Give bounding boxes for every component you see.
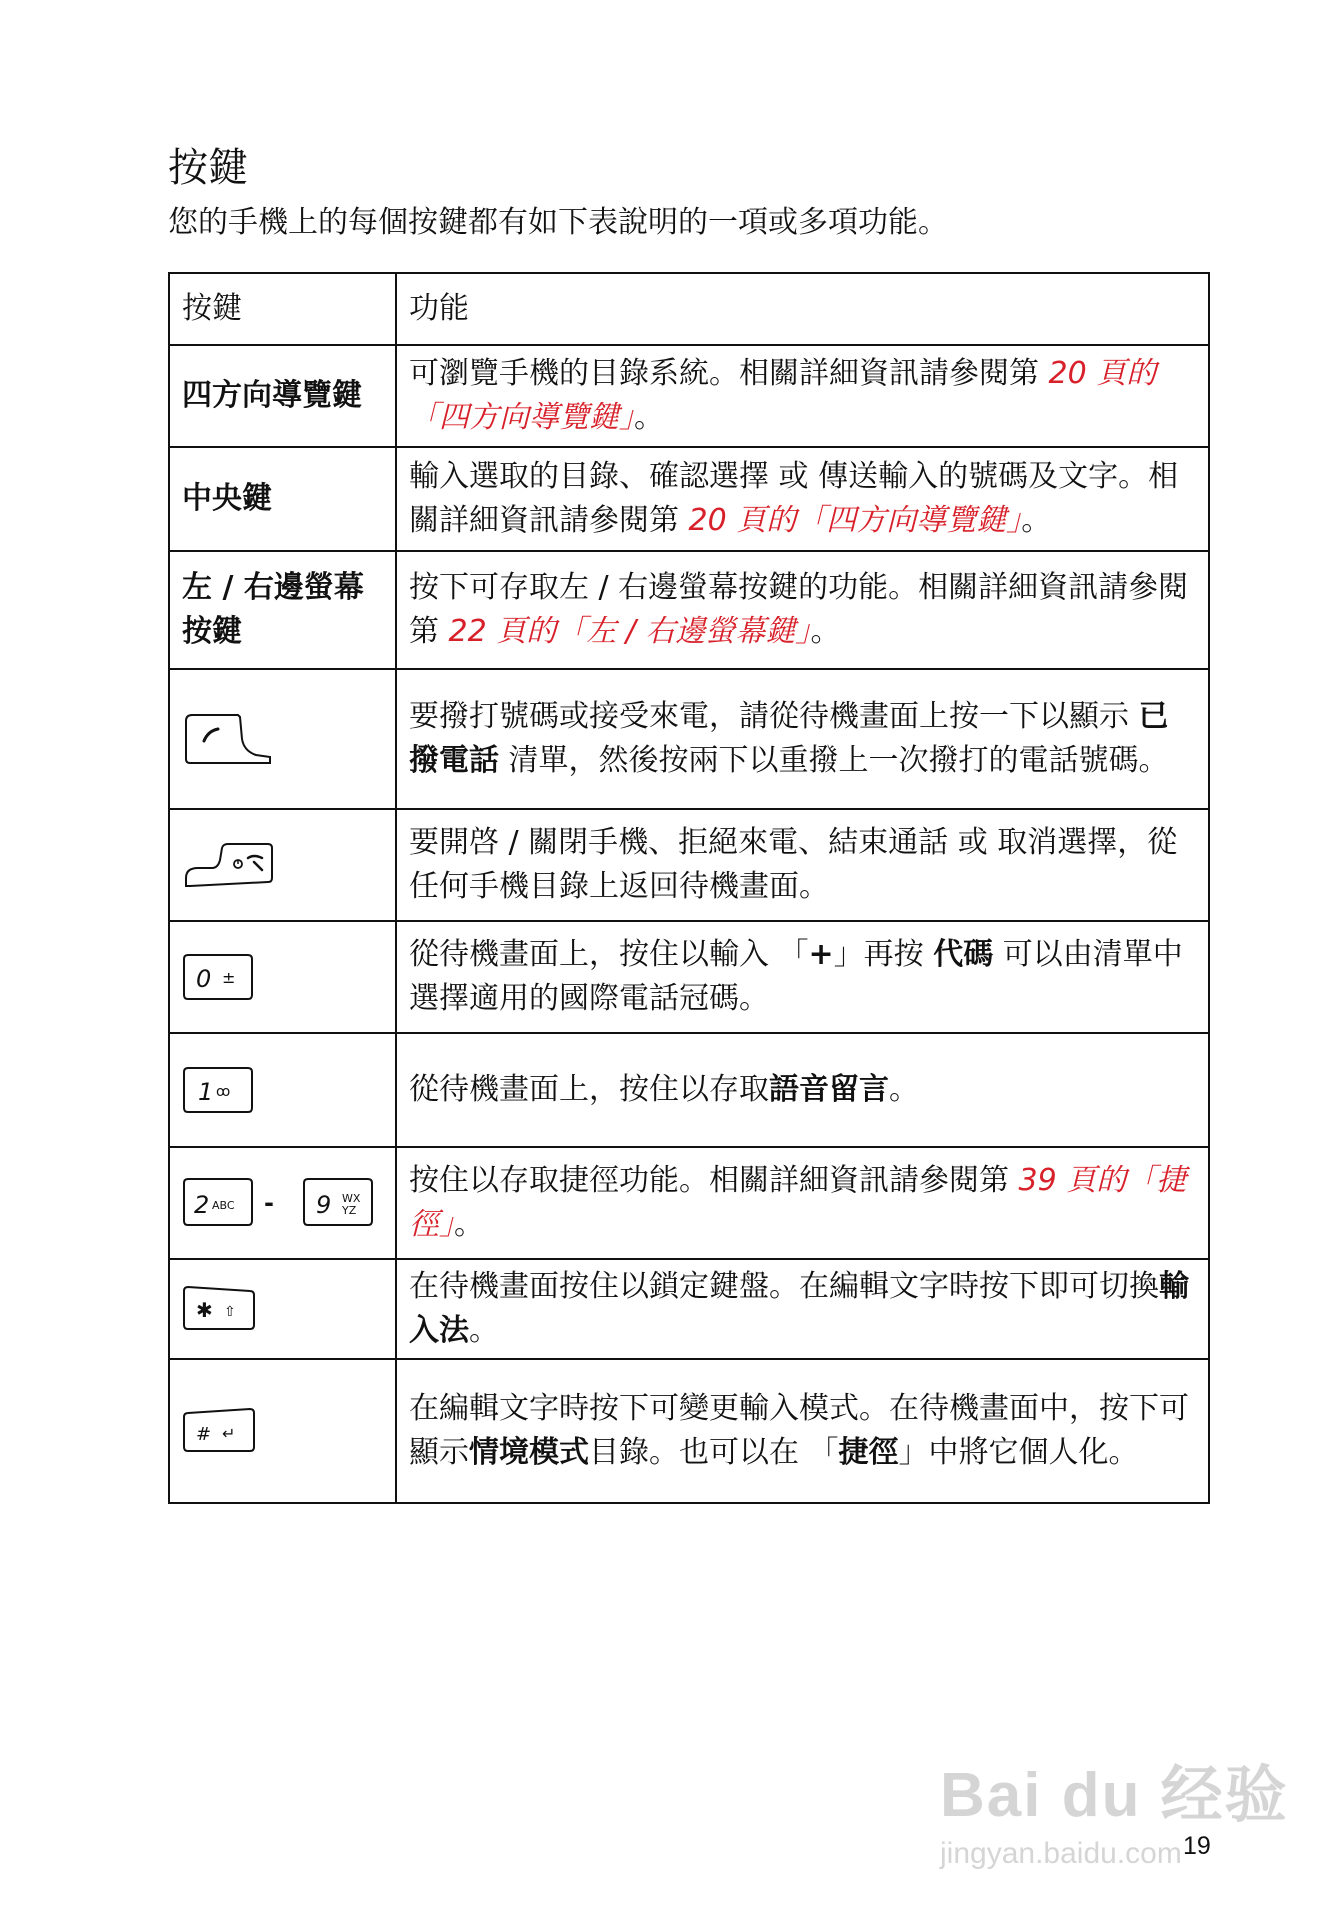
key-name: 左 / 右邊螢幕按鍵 <box>182 570 364 649</box>
key-glyph: 9 <box>316 1191 332 1219</box>
function-cell <box>396 551 1209 669</box>
table-row <box>169 447 1209 551</box>
one-voicemail-key-icon <box>182 1064 256 1116</box>
key-cell <box>169 921 396 1033</box>
table-row <box>169 809 1209 921</box>
description-text: 要開啓 / 關閉手機、拒絕來電、結束通話 或 取消選擇，從任何手機目錄上返回待機畫面。 <box>409 825 1178 904</box>
description-text: 從待機畫面上，按住以輸入 「 <box>409 937 809 972</box>
description-text: 輸入選取的目錄、確認選擇 或 傳送輸入的號碼及文字。相關詳細資訊請參閱第 <box>409 459 1179 538</box>
table-row <box>169 345 1209 447</box>
star-key-icon <box>182 1285 256 1333</box>
header-key: 按鍵 <box>169 273 396 345</box>
description-text: 在編輯文字時按下可變更輸入模式。在待機畫面中，按下可顯示 <box>409 1391 1189 1470</box>
cross-reference: 20 頁的「四方向導覽鍵」 <box>409 356 1157 435</box>
function-cell <box>396 669 1209 809</box>
table-row <box>169 1359 1209 1503</box>
description-text: 」中將它個人化。 <box>898 1435 1139 1470</box>
description-text: 從待機畫面上，按住以存取 <box>409 1072 769 1107</box>
cross-reference: 20 頁的「四方向導覽鍵」 <box>688 503 1022 538</box>
key-glyph: 0 <box>196 965 212 993</box>
description-text: 目錄。也可以在 「 <box>589 1435 839 1470</box>
description-text: 按住以存取捷徑功能。相關詳細資訊請參閱第 <box>409 1163 1019 1198</box>
key-glyph: # <box>196 1424 212 1445</box>
key-glyph: ± <box>222 968 236 987</box>
function-cell <box>396 345 1209 447</box>
description-text: 要撥打號碼或接受來電，請從待機畫面上按一下以顯示 <box>409 699 1139 734</box>
key-cell <box>169 345 396 447</box>
table-row <box>169 669 1209 809</box>
function-cell <box>396 1147 1209 1259</box>
page-number: 19 <box>1183 1832 1211 1860</box>
key-glyph: ⇧ <box>224 1304 236 1320</box>
key-cell <box>169 1147 396 1259</box>
key-glyph: ABC <box>212 1199 235 1212</box>
key-cell <box>169 809 396 921</box>
key-glyph: WX <box>342 1192 361 1205</box>
key-glyph: ꝏ <box>216 1084 231 1100</box>
emphasis-text: + <box>808 937 834 972</box>
end-power-key-icon <box>182 840 274 890</box>
function-cell <box>396 1359 1209 1503</box>
table-row <box>169 921 1209 1033</box>
page-title: 按鍵 <box>168 145 248 191</box>
function-cell <box>396 809 1209 921</box>
intro-text: 您的手機上的每個按鍵都有如下表說明的一項或多項功能。 <box>168 205 948 240</box>
function-cell <box>396 1259 1209 1359</box>
description-text: 清單，然後按兩下以重撥上一次撥打的電話號碼。 <box>499 743 1169 778</box>
emphasis-text: 代碼 <box>933 937 994 972</box>
description-text: 可以由清單中選擇適用的國際電話冠碼。 <box>409 937 1183 1016</box>
description-text: 。 <box>454 1207 484 1242</box>
keys-table <box>168 272 1210 1504</box>
two-to-nine-keys-icon <box>182 1175 378 1231</box>
emphasis-text: 捷徑 <box>838 1435 899 1470</box>
description-text: 」再按 <box>833 937 934 972</box>
description-text: 。 <box>810 614 841 649</box>
emphasis-text: 語音留言 <box>769 1072 889 1107</box>
key-cell <box>169 1359 396 1503</box>
send-key-icon <box>182 711 274 767</box>
key-cell <box>169 1033 396 1147</box>
key-cell <box>169 447 396 551</box>
description-text: 按下可存取左 / 右邊螢幕按鍵的功能。相關詳細資訊請參閱第 <box>409 570 1189 649</box>
function-cell <box>396 921 1209 1033</box>
key-glyph: ✱ <box>196 1298 213 1322</box>
emphasis-text: 已撥電話 <box>409 699 1169 778</box>
description-text: 。 <box>634 400 664 435</box>
key-glyph: - <box>264 1189 274 1217</box>
key-cell <box>169 551 396 669</box>
hash-key-icon <box>182 1407 256 1455</box>
zero-plus-key-icon <box>182 951 256 1003</box>
key-name: 四方向導覽鍵 <box>182 378 362 413</box>
emphasis-text: 輸入法 <box>409 1269 1189 1348</box>
cross-reference: 22 頁的「左 / 右邊螢幕鍵」 <box>448 614 811 649</box>
key-name: 中央鍵 <box>182 481 272 516</box>
description-text: 在待機畫面按住以鎖定鍵盤。在編輯文字時按下即可切換 <box>409 1269 1159 1304</box>
description-text: 。 <box>1021 503 1052 538</box>
cross-reference: 39 頁的「捷徑」 <box>409 1163 1187 1242</box>
table-row <box>169 1259 1209 1359</box>
watermark-brand: Bai du 经验 <box>940 1761 1289 1830</box>
table-row <box>169 1147 1209 1259</box>
emphasis-text: 情境模式 <box>469 1435 589 1470</box>
description-text: 。 <box>889 1072 919 1107</box>
key-glyph: 1 <box>198 1078 214 1106</box>
table-row <box>169 551 1209 669</box>
description-text: 。 <box>469 1313 499 1348</box>
key-cell <box>169 1259 396 1359</box>
key-glyph: ↵ <box>222 1424 236 1443</box>
key-glyph: 2 <box>194 1191 210 1219</box>
table-row <box>169 1033 1209 1147</box>
key-glyph: YZ <box>342 1204 357 1217</box>
function-cell <box>396 447 1209 551</box>
header-function: 功能 <box>396 273 1209 345</box>
key-cell <box>169 669 396 809</box>
table-header-row <box>169 273 1209 345</box>
watermark-url: jingyan.baidu.com <box>940 1837 1182 1870</box>
function-cell <box>396 1033 1209 1147</box>
description-text: 可瀏覽手機的目錄系統。相關詳細資訊請參閱第 <box>409 356 1049 391</box>
